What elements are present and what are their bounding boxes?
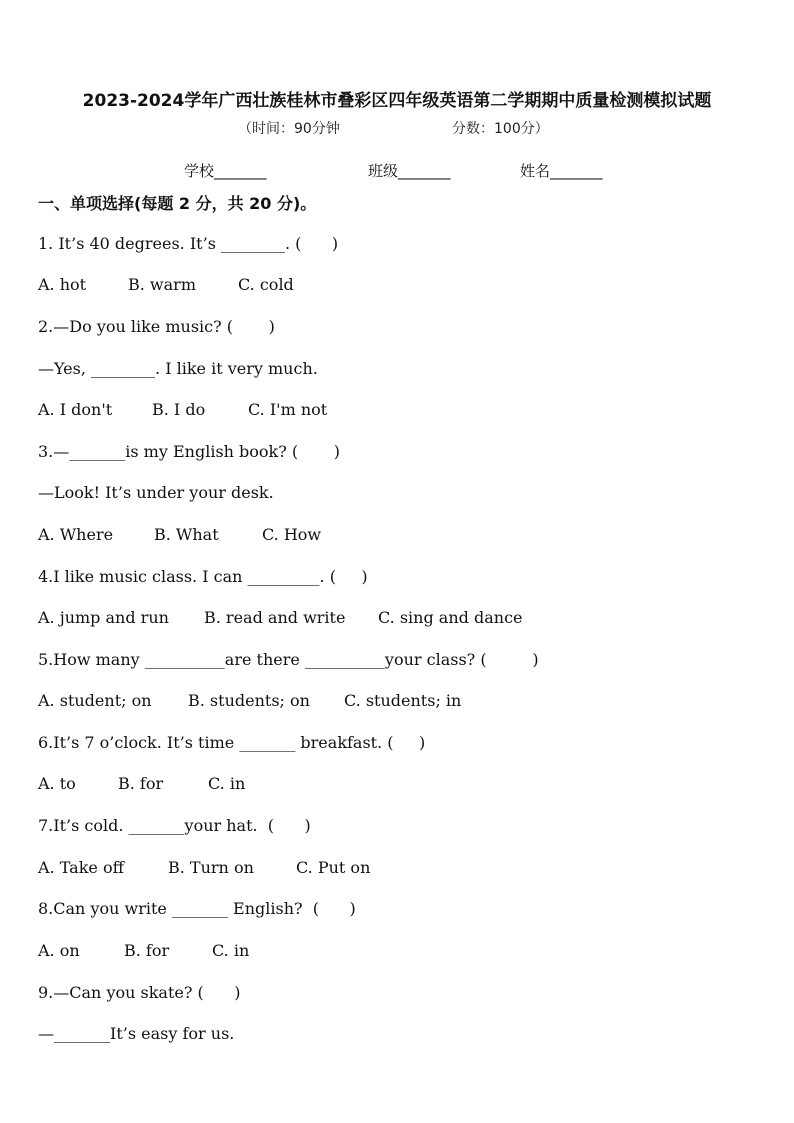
question-7: 7.It’s cold. _______your hat. ( ): [38, 816, 311, 835]
question-4: 4.I like music class. I can _________. ( ): [38, 567, 368, 586]
question-2: 2.—Do you like music? ( ): [38, 317, 275, 336]
exam-title: 2023-2024学年广西壮族桂林市叠彩区四年级英语第二学期期中质量检测模拟试题: [82, 91, 712, 111]
exam-time: （时间：90分钟: [238, 121, 340, 137]
q6-option-a: A. to: [38, 774, 76, 793]
q1-option-a: A. hot: [38, 275, 87, 294]
q3-option-b: B. What: [154, 525, 219, 544]
question-9-answer-line: —_______It’s easy for us.: [38, 1024, 235, 1043]
q8-option-c: C. in: [212, 941, 250, 960]
q2-option-a: A. I don't: [38, 400, 113, 419]
q2-option-b: B. I do: [152, 400, 206, 419]
name-field: 姓名_______: [520, 162, 603, 180]
q5-option-a: A. student; on: [38, 691, 152, 710]
q2-option-c: C. I'm not: [248, 400, 328, 419]
q1-option-b: B. warm: [128, 275, 196, 294]
school-field: 学校_______: [184, 162, 267, 180]
q3-option-a: A. Where: [38, 525, 114, 544]
q7-option-a: A. Take off: [38, 858, 124, 877]
q4-option-b: B. read and write: [204, 608, 346, 627]
q7-option-b: B. Turn on: [168, 858, 254, 877]
section-heading: 一、单项选择(每题 2 分，共 20 分)。: [38, 194, 317, 213]
exam-score: 分数：100分）: [452, 121, 549, 137]
q1-option-c: C. cold: [238, 275, 294, 294]
question-1: 1. It’s 40 degrees. It’s ________. ( ): [38, 234, 339, 253]
question-3: 3.—_______is my English book? ( ): [38, 442, 340, 461]
q6-option-c: C. in: [208, 774, 246, 793]
q4-option-c: C. sing and dance: [378, 608, 523, 627]
q8-option-a: A. on: [38, 941, 80, 960]
question-6: 6.It’s 7 o’clock. It’s time _______ breakfast. ( ): [38, 733, 426, 752]
question-2-answer-line: —Yes, ________. I like it very much.: [38, 359, 318, 378]
q5-option-c: C. students; in: [344, 691, 462, 710]
question-9: 9.—Can you skate? ( ): [38, 983, 241, 1002]
question-5: 5.How many __________are there __________your class? ( ): [38, 650, 539, 669]
q3-option-c: C. How: [262, 525, 322, 544]
q7-option-c: C. Put on: [296, 858, 371, 877]
q5-option-b: B. students; on: [188, 691, 310, 710]
question-8: 8.Can you write _______ English? ( ): [38, 899, 356, 918]
q6-option-b: B. for: [118, 774, 164, 793]
question-3-answer-line: —Look! It’s under your desk.: [38, 483, 274, 502]
class-field: 班级_______: [368, 162, 451, 180]
q4-option-a: A. jump and run: [38, 608, 169, 627]
q8-option-b: B. for: [124, 941, 170, 960]
